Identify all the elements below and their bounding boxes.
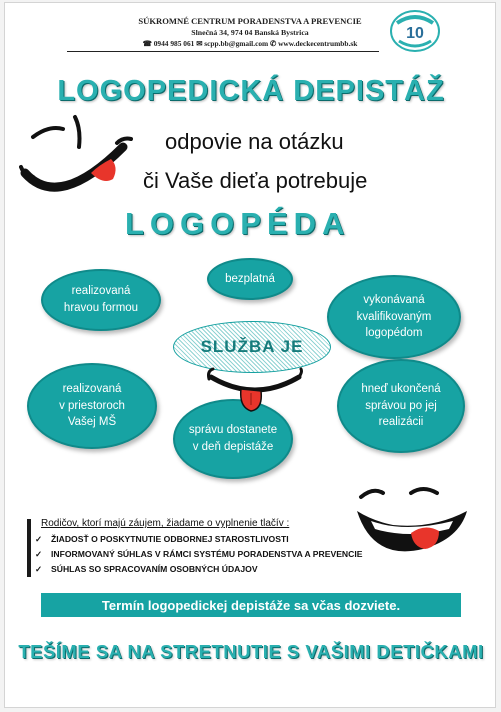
info-banner: Termín logopedickej depistáže sa včas dozviete. [41,593,461,617]
closing-message: TEŠÍME SA NA STRETNUTIE S VAŠIMI DETIČKAMI [18,641,484,662]
page-title: LOGOPEDICKÁ DEPISTÁŽ [57,75,445,107]
grin-face-icon [353,485,473,565]
form-list-item [35,549,362,560]
subtitle-emphasis: LOGOPÉDA [125,206,351,241]
header-address: Slnečná 34, 974 04 Banská Bystrica [191,28,309,37]
service-label-text: SLUŽBA JE [200,337,304,356]
bubble-text: v deň depistáže [192,441,274,453]
flyer-page [4,2,496,708]
bubble-text: logopédom [365,327,423,340]
form-list-item [35,564,258,575]
request-intro: Rodičov, ktorí majú záujem, žiadame o vyplnenie tlačív : [41,518,290,529]
header-organization: SÚKROMNÉ CENTRUM PORADENSTVA A PREVENCIE [138,16,362,26]
section-marker [27,519,31,577]
logo-number: 10 [406,25,424,42]
subtitle-line-1: odpovie na otázku [165,129,344,154]
bubble-text: kvalifikovaným [356,310,432,323]
bubble-at-kindergarten [27,363,157,449]
bubble-text: realizácii [378,416,424,429]
bubble-playful-form [41,269,161,331]
bubble-free [207,258,293,300]
anniversary-logo [389,9,441,53]
tongue-face-icon [205,367,305,415]
bubble-text: správou po jej [365,399,437,412]
check-icon: ✓ [35,549,43,559]
bubble-text: hneď ukončená [361,382,441,395]
bubble-text: bezplatná [225,272,275,285]
bubble-text: realizovaná [71,285,131,298]
form-list-item-text: SÚHLAS SO SPRACOVANÍM OSOBNÝCH ÚDAJOV [51,564,258,574]
bubble-qualified-speech-therapist [327,275,461,359]
smiley-face-icon [19,107,139,215]
form-list-item [35,534,289,545]
bubble-text: hravou formou [63,302,139,314]
check-icon: ✓ [35,534,43,544]
bubble-text: v priestoroch [59,399,125,412]
header-divider [67,51,379,52]
check-icon: ✓ [35,564,43,574]
bubble-text: Vašej MŠ [67,416,117,429]
bubble-text: realizovaná [62,382,122,395]
form-list-item-text: ŽIADOSŤ O POSKYTNUTIE ODBORNEJ STAROSTLIVOSTI [51,534,289,544]
bubble-text: vykonávaná [363,293,425,306]
bubble-finished-with-report [337,359,465,453]
header-contact: ☎ 0944 985 061 ✉ scpp.bb@gmail.com ✆ www.deckecentrumbb.sk [142,39,358,48]
subtitle-line-2: či Vaše dieťa potrebuje [143,168,368,193]
service-label [173,321,331,373]
form-list-item-text: INFORMOVANÝ SÚHLAS V RÁMCI SYSTÉMU PORADENSTVA A PREVENCIE [51,549,363,559]
bubble-text: správu dostanete [188,424,278,437]
